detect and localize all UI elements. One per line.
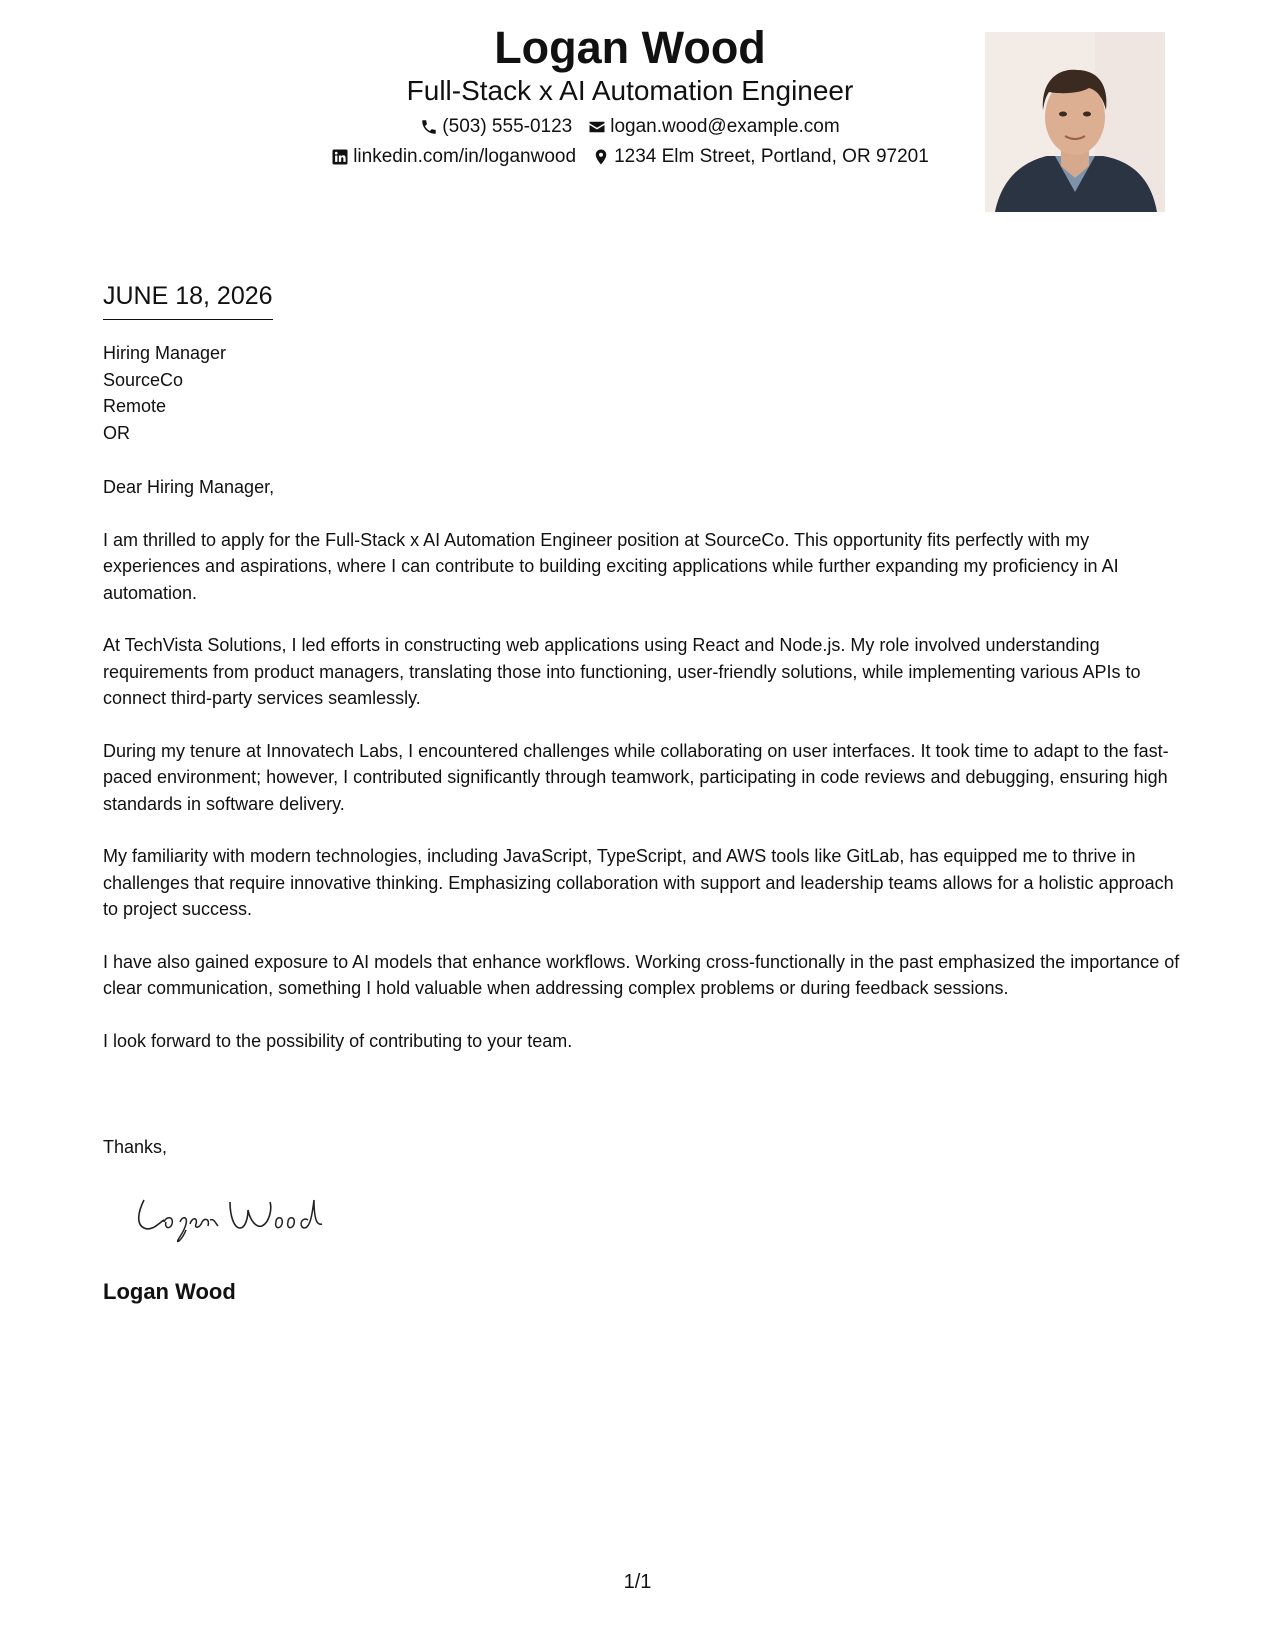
phone-contact [420, 115, 572, 139]
recipient-line: OR [103, 422, 130, 443]
letter-body [103, 474, 1183, 1080]
profile-photo [985, 32, 1165, 212]
recipient-line: Remote [103, 396, 167, 416]
recipient-line: Hiring Manager [103, 343, 227, 363]
map-pin-icon [592, 148, 610, 166]
phone-icon [420, 118, 438, 136]
signer-name: Logan Wood [103, 1279, 236, 1304]
body-paragraph: During my tenure at Innovatech Labs, I encountered challenges while collaborating on user interfaces. It took time to adapt to the fast-paced environment; however, I contributed significantly through teamwork, participating in code reviews and debugging, ensuring high standards in software delivery. [103, 740, 1169, 814]
phone-text: (503) 555-0123 [442, 116, 573, 137]
salutation: Dear Hiring Manager, [103, 477, 275, 497]
email-contact[interactable] [588, 115, 839, 139]
recipient-address [103, 340, 226, 446]
letter-date: JUNE 18, 2026 [103, 281, 273, 320]
envelope-icon [588, 118, 606, 136]
linkedin-icon [331, 148, 349, 166]
applicant-name: Logan Wood [494, 22, 766, 73]
body-paragraph: I have also gained exposure to AI models that enhance workflows. Working cross-functionally in the past emphasized the importance of clear communication, something I hold valuable when addressing complex problems or during feedback sessions. [103, 951, 1180, 998]
body-paragraph: At TechVista Solutions, I led efforts in constructing web applications using React and Node.js. My role involved understanding requirements from product managers, translating those into functioning, user-friendly solutions, while implementing various APIs to connect third-party services seamlessly. [103, 635, 1141, 708]
linkedin-contact[interactable] [331, 145, 576, 169]
letter-date-block [103, 281, 273, 320]
body-paragraph: I look forward to the possibility of contributing to your team. [103, 1030, 573, 1051]
body-paragraph: I am thrilled to apply for the Full-Stack x AI Automation Engineer position at SourceCo. This opportunity fits perfectly with my experiences and aspirations, where I can contribute to building exciting applications while further expanding my proficiency in AI automation. [103, 529, 1119, 603]
email-text: logan.wood@example.com [610, 116, 840, 137]
body-paragraph: My familiarity with modern technologies, including JavaScript, TypeScript, and AWS tools like GitLab, has equipped me to thrive in challenges that require innovative thinking. Emphasizing collaboration with support and leadership teams allows for a holistic approach to project success. [103, 846, 1174, 919]
page-number: 1/1 [623, 1571, 652, 1593]
address-contact [592, 145, 929, 169]
address-text: 1234 Elm Street, Portland, OR 97201 [614, 146, 929, 167]
closing: Thanks, [103, 1137, 168, 1157]
recipient-line: SourceCo [103, 369, 184, 390]
handwritten-signature [130, 1186, 340, 1246]
applicant-title: Full-Stack x AI Automation Engineer [406, 75, 854, 106]
linkedin-text: linkedin.com/in/loganwood [353, 146, 577, 167]
